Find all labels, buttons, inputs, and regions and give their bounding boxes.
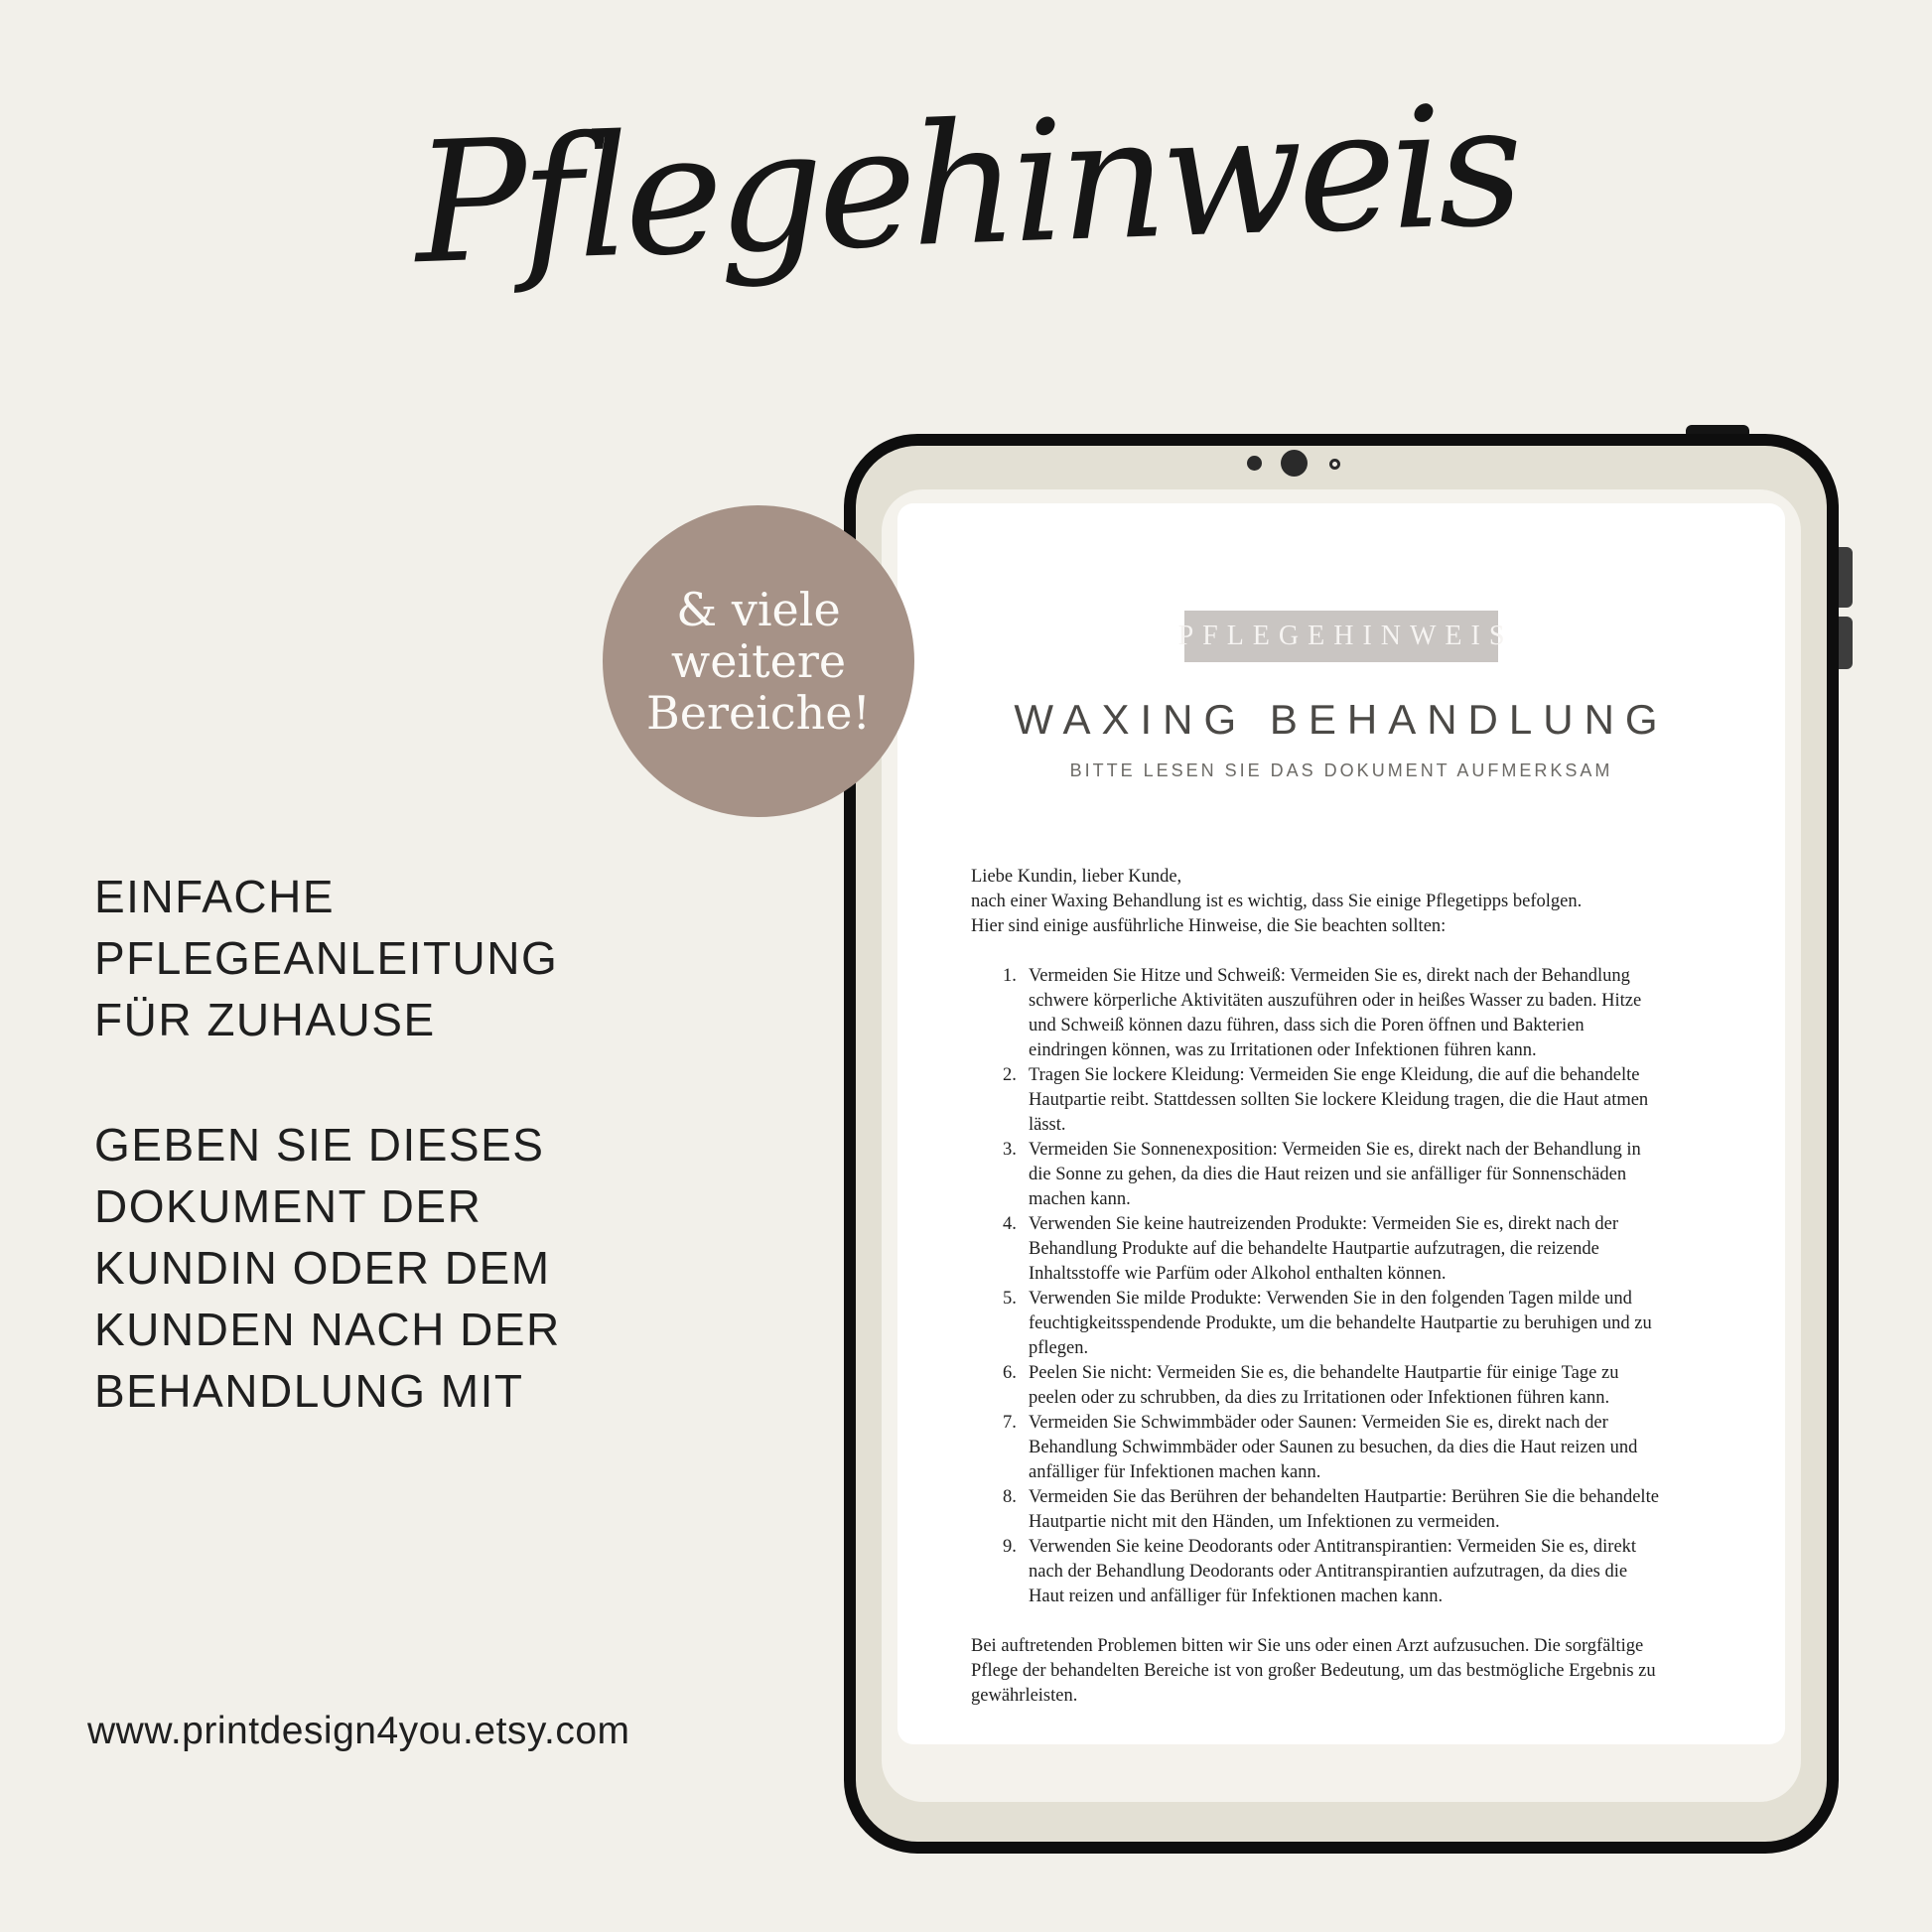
tablet-screen [882,489,1801,1802]
greeting-line: nach einer Waxing Behandlung ist es wichtig, dass Sie einige Pflegetipps befolgen. [971,892,1583,911]
care-instruction-item: Vermeiden Sie Schwimmbäder oder Saunen: Vermeiden Sie es, direkt nach der Behandlung Schwimmbäder oder Saunen zu besuchen, da dies die Haut reizen und anfälliger für Infektionen machen kann. [1029,1413,1638,1482]
document-subtitle: BITTE LESEN SIE DAS DOKUMENT AUFMERKSAM [1069,760,1613,780]
document-header-label: PFLEGEHINWEIS [1177,621,1514,651]
greeting-line: Liebe Kundin, lieber Kunde, [971,867,1182,887]
poster-title: Pflegehinweis [411,68,1521,302]
left-copy-block-1 [94,866,561,1050]
left-copy-line: GEBEN SIE DIESES [94,1119,545,1171]
left-copy-line: PFLEGEANLEITUNG [94,932,559,984]
badge-line: Bereiche! [645,686,872,740]
tablet-mockup [844,434,1839,1854]
camera-dot-icon [1247,456,1262,471]
greeting-line: Hier sind einige ausführliche Hinweise, die Sie beachten sollten: [971,916,1447,936]
care-instruction-item: Verwenden Sie keine hautreizenden Produkte: Vermeiden Sie es, direkt nach der Behandlung Produkte auf die behandelte Hautpartie aufzutragen, die reizende Inhaltsstoffe wie Parfüm oder Alkohol enthalten können. [1029,1214,1619,1284]
badge-line: & viele [676,583,841,636]
left-copy [94,866,561,1422]
care-instruction-item: Vermeiden Sie Sonnenexposition: Vermeiden Sie es, direkt nach der Behandlung in die Sonne zu gehen, da dies die Haut reizen und sie anfälliger für Sonnenschäden machen kann. [1029,1140,1641,1209]
care-instruction-item: Tragen Sie lockere Kleidung: Vermeiden Sie enge Kleidung, die auf die behandelte Hautpartie reibt. Stattdessen sollten Sie lockere Kleidung tragen, die die Haut atmen lässt. [1029,1065,1649,1135]
more-areas-badge [603,505,914,817]
left-copy-line: DOKUMENT DER [94,1180,483,1232]
badge-line: weitere [670,634,847,688]
camera-lens-icon [1281,450,1308,477]
care-instruction-item: Vermeiden Sie das Berühren der behandelten Hautpartie: Berühren Sie die behandelte Hautpartie nicht mit den Händen, um Infektionen zu vermeiden. [1029,1487,1659,1532]
document-body [897,865,1785,1709]
camera-sensor-icon [1329,459,1340,470]
care-instruction-item: Peelen Sie nicht: Vermeiden Sie es, die behandelte Hautpartie für einige Tage zu peelen oder zu schrubben, da dies zu Irritationen oder Infektionen führen kann. [1029,1363,1619,1408]
shop-url: www.printdesign4you.etsy.com [87,1710,630,1752]
left-copy-line: KUNDEN NACH DER [94,1304,561,1355]
document-page [897,503,1785,1744]
care-instructions-list [971,964,1666,1609]
left-copy-line: FÜR ZUHAUSE [94,994,436,1045]
care-instruction-item: Verwenden Sie milde Produkte: Verwenden Sie in den folgenden Tagen milde und feuchtigkeitsspendende Produkte, um die behandelte Hautpartie zu beruhigen und zu pflegen. [1029,1289,1652,1358]
care-instruction-item: Verwenden Sie keine Deodorants oder Antitranspirantien: Vermeiden Sie es, direkt nach der Behandlung Deodorants oder Antitranspirantien aufzutragen, da dies die Haut reizen und anfälliger für Infektionen machen kann. [1029,1537,1637,1606]
document-title: WAXING BEHANDLUNG [1014,696,1669,743]
document-closing: Bei auftretenden Problemen bitten wir Sie uns oder einen Arzt aufzusuchen. Die sorgfältige Pflege der behandelten Bereiche ist von großer Bedeutung, um das bestmögliche Ergebnis zu gewährleisten. [971,1636,1656,1706]
left-copy-block-2 [94,1114,561,1422]
care-instruction-item: Vermeiden Sie Hitze und Schweiß: Vermeiden Sie es, direkt nach der Behandlung schwere körperliche Aktivitäten auszuführen oder in heißes Wasser zu baden. Hitze und Schweiß können dazu führen, dass sich die Poren öffnen und Bakterien eindringen können, was zu Irritationen oder Infektionen führen kann. [1029,966,1642,1060]
left-copy-line: BEHANDLUNG MIT [94,1365,524,1417]
left-copy-line: EINFACHE [94,871,336,922]
left-copy-line: KUNDIN ODER DEM [94,1242,551,1294]
document-greeting [971,865,1666,939]
document-header-badge [1177,611,1514,662]
